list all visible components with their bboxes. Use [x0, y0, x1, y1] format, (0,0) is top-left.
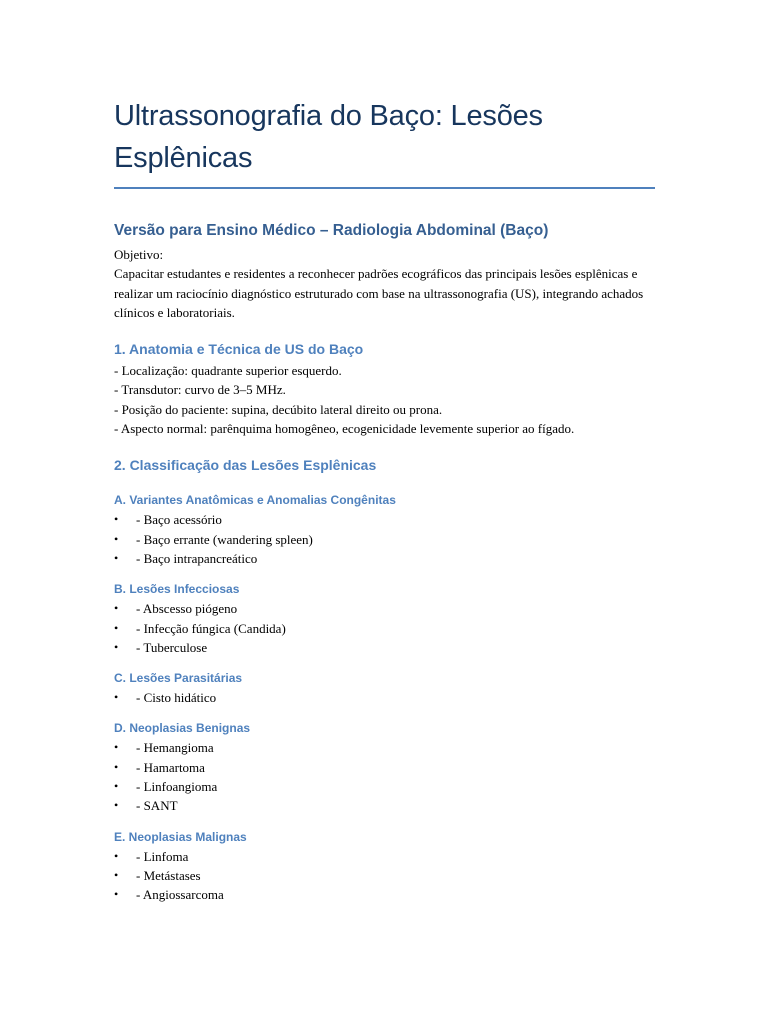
item-text: - Linfoma — [136, 848, 189, 864]
bullet-icon: • — [114, 690, 119, 705]
title-line-2: Esplênicas — [114, 142, 253, 174]
list-item — [114, 758, 654, 777]
objective-label: Objetivo: — [114, 247, 164, 262]
section-1-list — [114, 361, 654, 438]
bullet-icon: • — [114, 740, 119, 755]
list-item — [114, 688, 654, 707]
category-list — [114, 599, 654, 657]
category-heading: D. Neoplasias Benignas — [114, 721, 251, 736]
item-text: - Baço intrapancreático — [136, 550, 258, 566]
category-a — [114, 491, 654, 568]
item-text: - SANT — [136, 798, 178, 814]
bullet-icon: • — [114, 601, 119, 616]
category-e — [114, 828, 654, 905]
item-text: - Hamartoma — [136, 759, 205, 775]
category-list — [114, 510, 654, 568]
bullet-icon: • — [114, 779, 119, 794]
category-d — [114, 719, 654, 815]
category-heading: A. Variantes Anatômicas e Anomalias Congênitas — [114, 493, 396, 508]
list-item — [114, 866, 654, 885]
category-list — [114, 688, 654, 707]
bullet-icon: • — [114, 848, 119, 863]
list-item: - Transdutor: curvo de 3–5 MHz. — [114, 382, 286, 398]
bullet-icon: • — [114, 639, 119, 654]
list-item — [114, 599, 654, 618]
bullet-icon: • — [114, 887, 119, 902]
bullet-icon: • — [114, 798, 119, 813]
item-text: - Infecção fúngica (Candida) — [136, 620, 286, 636]
section-1-heading: 1. Anatomia e Técnica de US do Baço — [114, 341, 364, 358]
list-item: - Aspecto normal: parênquima homogêneo, ecogenicidade levemente superior ao fígado. — [114, 421, 575, 437]
bullet-icon: • — [114, 759, 119, 774]
item-text: - Linfoangioma — [136, 779, 218, 795]
section-2-heading: 2. Classificação das Lesões Esplênicas — [114, 457, 377, 474]
item-text: - Baço acessório — [136, 512, 222, 528]
item-text: - Baço errante (wandering spleen) — [136, 531, 313, 547]
category-heading: E. Neoplasias Malignas — [114, 829, 247, 844]
item-text: - Abscesso piógeno — [136, 601, 238, 617]
list-item — [114, 796, 654, 815]
title-line-1: Ultrassonografia do Baço: Lesões — [114, 100, 543, 132]
list-item — [114, 530, 654, 549]
category-heading: B. Lesões Infecciosas — [114, 582, 240, 597]
bullet-icon: • — [114, 550, 119, 565]
list-item — [114, 847, 654, 866]
list-item: - Posição do paciente: supina, decúbito lateral direito ou prona. — [114, 401, 443, 417]
item-text: - Angiossarcoma — [136, 887, 224, 903]
list-item — [114, 619, 654, 638]
bullet-icon: • — [114, 867, 119, 882]
document-title — [114, 0, 654, 179]
category-list — [114, 847, 654, 905]
item-text: - Cisto hidático — [136, 690, 217, 706]
objective-text: Capacitar estudantes e residentes a reconhecer padrões ecográficos das principais lesões esplênicas e realizar um raciocínio diagnóstico estruturado com base na ultrassonografia (US), integrando achados clínicos e laboratoriais. — [114, 266, 644, 320]
document-subtitle: Versão para Ensino Médico – Radiologia Abdominal (Baço) — [114, 222, 549, 239]
item-text: - Hemangioma — [136, 740, 214, 756]
list-item — [114, 549, 654, 568]
item-text: - Tuberculose — [136, 639, 208, 655]
bullet-icon: • — [114, 620, 119, 635]
title-divider — [114, 187, 655, 189]
list-item — [114, 885, 654, 904]
list-item: - Localização: quadrante superior esquerdo. — [114, 363, 342, 379]
bullet-icon: • — [114, 512, 119, 527]
item-text: - Metástases — [136, 867, 201, 883]
list-item — [114, 638, 654, 657]
category-c — [114, 669, 654, 707]
category-heading: C. Lesões Parasitárias — [114, 671, 243, 686]
list-item — [114, 510, 654, 529]
bullet-icon: • — [114, 531, 119, 546]
list-item — [114, 738, 654, 757]
category-list — [114, 738, 654, 815]
list-item — [114, 777, 654, 796]
category-b — [114, 580, 654, 657]
